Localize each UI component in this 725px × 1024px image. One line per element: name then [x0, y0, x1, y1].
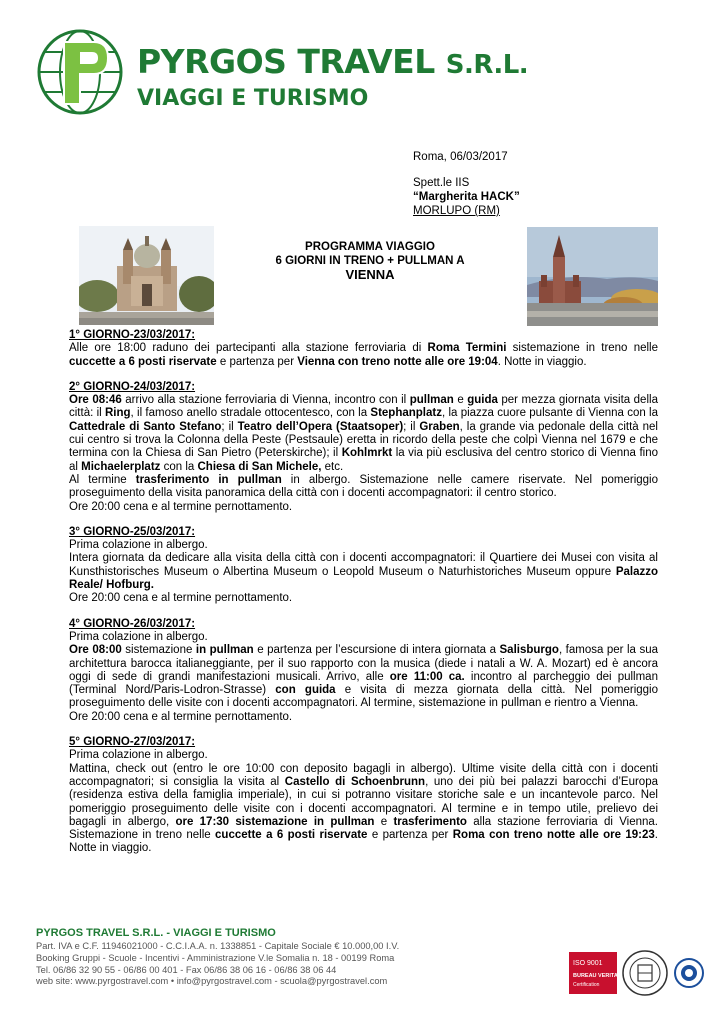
highlight-text: Roma con treno notte alle ore 19:23: [452, 829, 655, 842]
company-name: PYRGOS TRAVEL S.R.L.: [137, 42, 529, 81]
highlight-text: Palazzo Reale/ Hofburg.: [69, 565, 658, 592]
body-text: arrivo alla stazione ferroviaria di Vienna, incontro con il: [121, 394, 410, 407]
title-line-3: VIENNA: [345, 267, 395, 282]
body-text: , uno dei più bei palazzi barocchi d’Europa (residenza estiva della famiglia imperiale), in cui si potranno visitare storiche sale e un incantevole parco. Nel pomeriggio proseguimento delle visite con i docenti accompagnatori. Al termine e in tempo utile, prelievo dei bagagli in albergo,: [69, 775, 658, 828]
recipient-block: [413, 150, 520, 218]
body-text: e partenza per: [216, 355, 298, 368]
highlight-text: con guida: [275, 684, 336, 697]
highlight-text: guida: [467, 394, 498, 407]
day-heading: 4° GIORNO-26/03/2017:: [69, 617, 196, 630]
body-text: , il famoso anello stradale ottocentesco, con la: [130, 407, 371, 420]
body-text: etc.: [321, 460, 344, 473]
highlight-text: Graben: [419, 420, 460, 433]
body-text: Intera giornata da dedicare alla visita della città con i docenti accompagnatori: il Quartiere dei Musei con visita al Kunsthistorisches Museum o Albertina Museum o Leopold Museum o Naturhistoriches Museum oppure: [69, 552, 658, 578]
highlight-text: trasferimento in pullman: [135, 473, 282, 486]
highlight-text: pullman: [409, 394, 454, 407]
highlight-text: Salisburgo: [499, 644, 559, 657]
body-text: sistemazione in treno nelle: [506, 342, 659, 355]
footer-line-4: web site: www.pyrgostravel.com • info@pyrgostravel.com - scuola@pyrgostravel.com: [36, 976, 388, 987]
highlight-text: Ring: [104, 407, 131, 420]
body-text: ; il: [403, 420, 420, 433]
vienna-city-hall-photo: [527, 227, 658, 326]
footer-line-3: Tel. 06/86 32 90 55 - 06/86 00 401 - Fax 06/86 38 06 16 - 06/86 38 06 44: [36, 964, 337, 975]
body-text: Ore 20:00 cena e al termine pernottamento.: [69, 500, 293, 513]
highlight-text: trasferimento: [393, 815, 467, 828]
body-text: Ore 20:00 cena e al termine pernottamento.: [69, 710, 293, 723]
body-text: Prima colazione in albergo.: [69, 539, 208, 552]
body-text: ; il: [221, 420, 238, 433]
certification-label: Certification: [573, 982, 600, 988]
recipient-city: MORLUPO (RM): [413, 205, 500, 217]
highlight-text: ore 11:00 ca.: [389, 670, 465, 683]
body-text: e partenza per: [367, 829, 453, 842]
highlight-text: Cattedrale di Santo Stefano: [69, 420, 222, 433]
highlight-text: Vienna con treno notte alle ore 19:04: [297, 355, 498, 368]
body-text: Al termine: [69, 473, 136, 486]
body-text: e: [453, 394, 468, 407]
day-paragraph: [69, 631, 658, 644]
footer-line-1: Part. IVA e C.F. 11946021000 - C.C.I.A.A. n. 1338851 - Capitale Sociale € 10.000,00 I.V.: [36, 941, 400, 951]
body-text: Mattina, check out (entro le ore 10:00 con deposito bagagli in albergo). Ultime visite della città con i docenti accompagnatori; si consiglia la visita al: [69, 762, 658, 788]
title-line-2: 6 GIORNI IN TRENO + PULLMAN A: [275, 255, 465, 267]
body-text: e visita di mezza giornata della città. Nel pomeriggio proseguimento delle visite con i docenti accompagnatori. Al termine, sistemazione in pullman e rientro a Vienna.: [69, 684, 658, 710]
day-heading: 3° GIORNO-25/03/2017:: [69, 525, 196, 538]
body-text: sistemazione: [121, 644, 196, 657]
highlight-text: Ore 08:46: [69, 394, 122, 407]
letter-date: Roma, 06/03/2017: [413, 151, 508, 163]
company-logo-icon: [36, 28, 124, 116]
program-title: [240, 240, 500, 282]
day-paragraph: [69, 342, 658, 369]
body-text: , la grande via pedonale della città nel cui centro si trova la Colonna della Peste (Pestsaule) eretta in ricordo della peste che colpì Vienna nel 1679 e che termina con la Chiesa di San Pietro (Peterskirche); il: [69, 420, 658, 460]
recipient-greeting: Spett.le IIS: [413, 177, 470, 189]
footer-line-2: Booking Gruppi - Scuole - Incentivi - Amministrazione V.le Somalia n. 18 - 00199 Roma: [36, 952, 395, 963]
day-paragraph: [69, 394, 658, 474]
body-text: e: [374, 815, 394, 828]
highlight-text: cuccette a 6 posti riservate: [69, 355, 217, 368]
body-text: , famosa per la sua architettura barocca italianeggiante, per il suo rapporto con la musica (diede i natali a W. A. Mozart) ed è ancora oggi di sede di grandi manifestazioni musicali. Arrivo, alle: [69, 644, 659, 683]
highlight-text: ore 17:30 sistemazione in pullman: [175, 815, 375, 828]
day-paragraph: [69, 501, 658, 514]
body-text: in albergo. Sistemazione nelle camere riservate. Nel pomeriggio proseguimento della visita panoramica della città con i docenti accompagnatori: il centro storico.: [69, 473, 659, 500]
body-text: incontro al parcheggio dei pullman (Terminal Nord/Paris-Lodron-Strasse): [69, 670, 658, 697]
body-text: . Notte in viaggio.: [497, 355, 587, 368]
highlight-text: Ore 08:00: [69, 644, 122, 657]
highlight-text: cuccette a 6 posti riservate: [215, 829, 368, 842]
day-paragraph: [69, 644, 658, 710]
footer: [36, 926, 399, 988]
highlight-text: in pullman: [195, 644, 254, 657]
highlight-text: Stephanplatz: [370, 407, 442, 420]
day-paragraph: [69, 539, 658, 552]
footer-heading: PYRGOS TRAVEL S.R.L. - VIAGGI E TURISMO: [36, 927, 276, 939]
itinerary: [69, 329, 658, 856]
body-text: Alle ore 18:00 raduno dei partecipanti alla stazione ferroviaria di: [69, 342, 428, 355]
highlight-text: Chiesa di San Michele,: [197, 460, 322, 473]
day-paragraph: [69, 552, 658, 592]
title-line-1: PROGRAMMA VIAGGIO: [305, 241, 435, 253]
body-text: per mezza giornata visita della città: il: [69, 394, 658, 420]
day-paragraph: [69, 592, 658, 605]
day-paragraph: [69, 763, 658, 856]
body-text: Prima colazione in albergo.: [69, 630, 208, 643]
body-text: . Notte in viaggio.: [69, 829, 658, 855]
body-text: , la piazza cuore pulsante di Vienna con la: [441, 407, 658, 420]
company-tagline: VIAGGI E TURISMO: [137, 86, 369, 111]
certification-badges: [567, 946, 707, 998]
body-text: Prima colazione in albergo.: [69, 749, 208, 762]
highlight-text: Castello di Schoenbrunn: [284, 775, 426, 788]
body-text: Ore 20:00 cena e al termine pernottamento.: [69, 592, 293, 605]
day-heading: 1° GIORNO-23/03/2017:: [69, 329, 196, 341]
day-paragraph: [69, 749, 658, 762]
highlight-text: Michaelerplatz: [81, 460, 161, 473]
day-paragraph: [69, 711, 658, 724]
day-heading: 5° GIORNO-27/03/2017:: [69, 736, 196, 749]
body-text: la via più esclusiva del centro storico di Vienna fino al: [69, 447, 658, 473]
day-paragraph: [69, 474, 658, 501]
highlight-text: Kohlmrkt: [341, 447, 393, 460]
body-text: e partenza per l’escursione di intera giornata a: [253, 644, 500, 657]
highlight-text: Roma Termini: [427, 342, 507, 355]
accreditation-seal-icon: [675, 959, 703, 987]
bureau-veritas-label: BUREAU VERITAS: [573, 973, 622, 979]
highlight-text: Teatro dell’Opera (Staatsoper): [237, 420, 404, 433]
body-text: alla stazione ferroviaria di Vienna. Sistemazione in treno nelle: [69, 815, 658, 842]
day-heading: 2° GIORNO-24/03/2017:: [69, 380, 196, 393]
recipient-school: “Margherita HACK”: [413, 191, 520, 203]
vienna-church-photo: [79, 226, 214, 325]
bureau-veritas-seal-icon: [623, 951, 667, 995]
iso-label: ISO 9001: [573, 960, 603, 967]
body-text: con la: [160, 460, 198, 473]
